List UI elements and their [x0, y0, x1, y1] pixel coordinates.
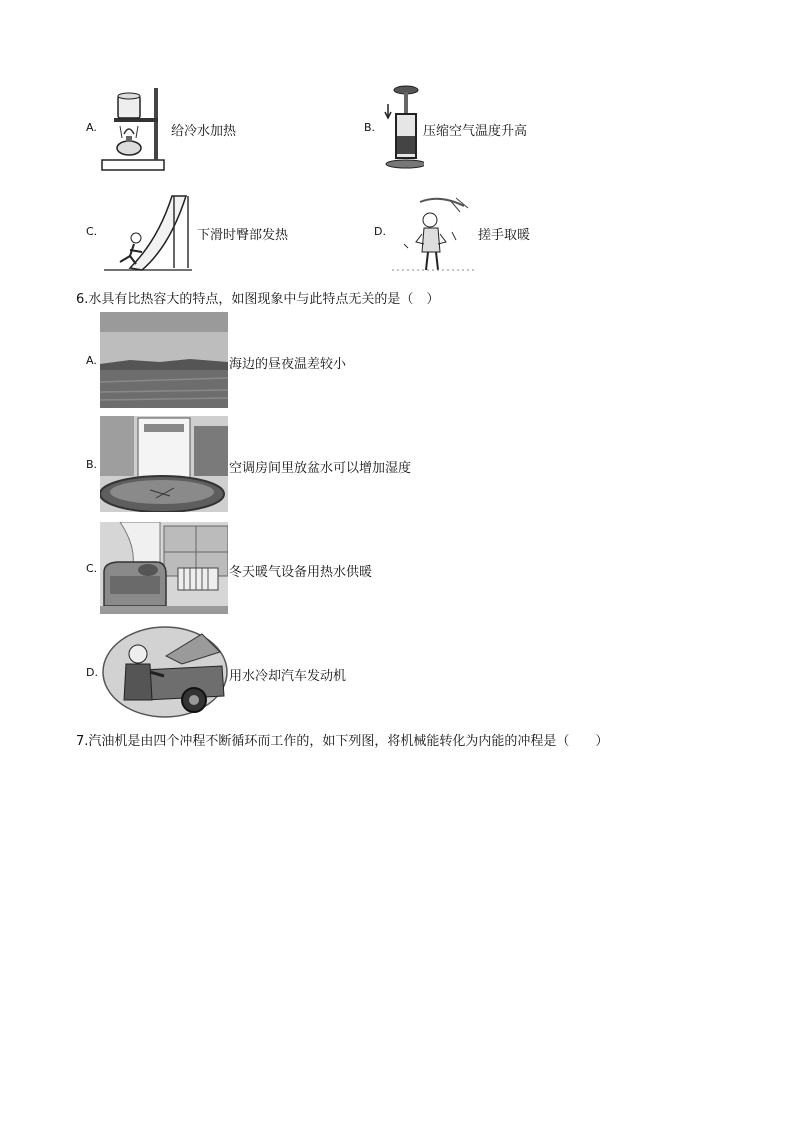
slide-icon — [100, 190, 196, 274]
option-text: 压缩空气温度升高 — [423, 124, 528, 139]
option-letter: D. — [374, 225, 386, 238]
rubbing-hands-icon — [390, 192, 476, 274]
question-6-stem: 6.水具有比热容大的特点，如图现象中与此特点无关的是（ ） — [76, 292, 440, 307]
option-text: 给冷水加热 — [171, 124, 237, 139]
option-letter: A. — [86, 121, 97, 134]
heating-beaker-icon — [100, 86, 170, 172]
seaside-photo — [100, 312, 228, 408]
option-letter: B. — [364, 121, 376, 134]
air-pump-icon — [380, 84, 424, 170]
air-conditioner-basin-photo — [100, 416, 228, 512]
option-letter: C. — [86, 225, 98, 238]
option-text: 空调房间里放盆水可以增加湿度 — [229, 461, 412, 476]
option-text: 海边的昼夜温差较小 — [229, 357, 347, 372]
radiator-room-photo — [100, 522, 228, 614]
option-letter: B. — [86, 458, 98, 471]
car-engine-photo — [102, 626, 228, 718]
option-text: 用水冷却汽车发动机 — [229, 669, 347, 684]
option-text: 冬天暖气设备用热水供暖 — [229, 565, 373, 580]
option-text: 下滑时臀部发热 — [197, 228, 289, 243]
question-7-stem: 7.汽油机是由四个冲程不断循环而工作的，如下列图，将机械能转化为内能的冲程是（ ） — [76, 734, 609, 749]
option-letter: C. — [86, 562, 98, 575]
option-letter: A. — [86, 354, 97, 367]
option-letter: D. — [86, 666, 98, 679]
option-text: 搓手取暖 — [478, 228, 531, 243]
